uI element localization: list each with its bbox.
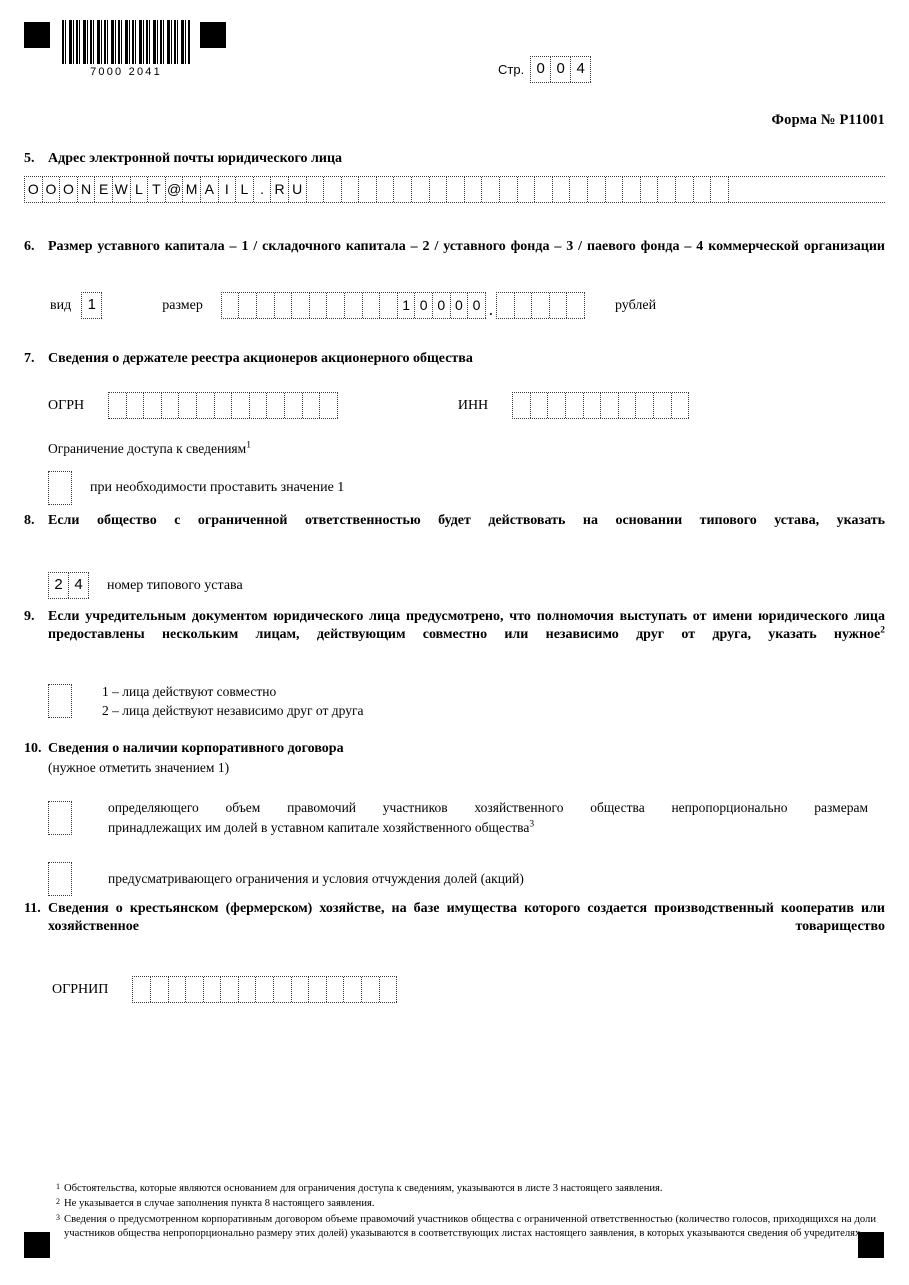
form-cell[interactable]: 0 (468, 293, 486, 318)
form-cell[interactable] (362, 977, 380, 1002)
form-cell[interactable]: L (131, 177, 149, 202)
form-cell[interactable] (274, 977, 292, 1002)
form-cell[interactable] (359, 177, 377, 202)
form-cell[interactable]: E (95, 177, 113, 202)
form-cell[interactable] (619, 393, 637, 418)
form-cell[interactable] (636, 393, 654, 418)
form-cell[interactable]: M (183, 177, 201, 202)
section-8-number: 8. (24, 513, 35, 528)
representation-option-1: 1 – лица действуют совместно (102, 684, 277, 699)
form-cell[interactable] (327, 977, 345, 1002)
form-cell[interactable]: R (271, 177, 289, 202)
access-restriction-row (48, 471, 885, 505)
form-cell[interactable] (694, 177, 712, 202)
barcode-number: 7000 2041 (90, 66, 162, 78)
form-cell[interactable]: T (148, 177, 166, 202)
corporate-agreement-item-a-line2: принадлежащих им долей в уставном капитале хозяйственного общества (108, 820, 530, 835)
form-cell[interactable] (257, 293, 275, 318)
currency-label: рублей (614, 297, 657, 313)
form-cell[interactable]: . (254, 177, 272, 202)
page-number-label: Стр. (498, 62, 525, 77)
section-10 (24, 740, 885, 896)
form-cell[interactable] (275, 293, 293, 318)
form-cell[interactable] (658, 177, 676, 202)
form-cell[interactable] (310, 293, 328, 318)
section-9-number: 9. (24, 609, 35, 624)
form-cell[interactable]: A (201, 177, 219, 202)
form-cell[interactable] (363, 293, 381, 318)
form-cell[interactable]: N (78, 177, 96, 202)
form-cell[interactable] (380, 293, 398, 318)
ogrn-field[interactable] (108, 392, 338, 419)
section-5-heading (24, 150, 885, 168)
form-cell[interactable] (447, 177, 465, 202)
section-11-number: 11. (24, 901, 41, 916)
footnote-2-text: Не указывается в случае заполнения пункта 8 настоящего заявления. (64, 1198, 375, 1210)
section-9 (24, 608, 885, 720)
form-cell[interactable] (532, 293, 550, 318)
access-restriction-text: Ограничение доступа к сведениям (48, 441, 247, 456)
corporate-agreement-item-a-text (108, 798, 868, 838)
form-cell[interactable] (588, 177, 606, 202)
form-cell[interactable] (394, 177, 412, 202)
form-cell[interactable] (711, 177, 729, 202)
access-restriction-hint: при необходимости проставить значение 1 (90, 480, 345, 495)
form-cell[interactable] (221, 977, 239, 1002)
form-cell[interactable]: 1 (398, 293, 416, 318)
representation-mode-option-list (102, 682, 363, 720)
form-cell[interactable] (342, 177, 360, 202)
footnote-2 (56, 1197, 876, 1211)
form-cell[interactable] (324, 177, 342, 202)
registration-mark-top-right (200, 22, 226, 48)
form-cell[interactable]: 4 (571, 57, 591, 82)
form-cell[interactable] (606, 177, 624, 202)
section-8-heading (24, 512, 885, 548)
section-5 (24, 150, 885, 203)
form-cell[interactable] (465, 177, 483, 202)
access-restriction-label (48, 441, 885, 457)
form-cell[interactable] (513, 393, 531, 418)
form-cell[interactable] (515, 293, 533, 318)
section-10-number: 10. (24, 741, 42, 756)
form-cell[interactable] (548, 393, 566, 418)
form-cell[interactable] (672, 393, 690, 418)
form-cell[interactable] (162, 393, 180, 418)
section-7-registry-fields (48, 392, 885, 419)
form-cell[interactable] (344, 977, 362, 1002)
form-cell[interactable] (380, 977, 398, 1002)
decimal-separator: . (488, 300, 494, 319)
form-cell[interactable] (345, 293, 363, 318)
access-restriction-checkbox[interactable] (48, 471, 72, 505)
representation-mode-checkbox[interactable] (48, 684, 72, 718)
form-cell[interactable] (654, 393, 672, 418)
corporate-agreement-alienation-checkbox[interactable] (48, 862, 72, 896)
form-cell[interactable] (285, 393, 303, 418)
corporate-agreement-item-a-line2-wrap (108, 818, 868, 838)
form-cell[interactable] (327, 293, 345, 318)
section-6-number: 6. (24, 239, 35, 254)
representation-option-2: 2 – лица действуют независимо друг от друга (102, 703, 364, 718)
corporate-agreement-item-a (48, 798, 885, 838)
form-cell[interactable] (109, 393, 127, 418)
form-cell[interactable] (601, 393, 619, 418)
section-9-title (48, 608, 885, 662)
form-cell[interactable]: O (43, 177, 61, 202)
form-cell[interactable] (567, 293, 585, 318)
section-8-fields (48, 572, 885, 599)
form-cell[interactable]: 0 (415, 293, 433, 318)
corporate-agreement-disproportionate-checkbox[interactable] (48, 801, 72, 835)
form-cell[interactable] (482, 177, 500, 202)
form-cell[interactable] (623, 177, 641, 202)
section-6-fields (50, 292, 885, 319)
form-cell[interactable] (377, 177, 395, 202)
typical-charter-label: номер типового устава (107, 577, 243, 593)
form-cell[interactable] (641, 177, 659, 202)
section-10-title: Сведения о наличии корпоративного договора (48, 741, 344, 756)
form-cell[interactable]: U (289, 177, 307, 202)
form-cell[interactable] (518, 177, 536, 202)
footnote-3-text: Сведения о предусмотренном корпоративным договором объеме правомочий участников общества с ограниченной ответственностью (количество голосов, приходящихся на доли участников общества непропорционально размеру этих долей) указываются в соответствующих листах настоящего заявления, в которых указываются сведения об учредителях. (64, 1213, 876, 1240)
form-cell[interactable] (127, 393, 145, 418)
form-cell[interactable] (292, 293, 310, 318)
access-restriction-footnote-marker: 1 (246, 440, 251, 451)
form-cell[interactable]: 0 (531, 57, 551, 82)
form-cell[interactable] (497, 293, 515, 318)
section-8-title: Если общество с ограниченной ответственностью будет действовать на основании типового устава, указать (48, 513, 885, 528)
section-11-fields (52, 976, 885, 1003)
form-cell[interactable]: 2 (49, 573, 69, 598)
form-cell[interactable] (430, 177, 448, 202)
registration-mark-bottom-left (24, 1232, 50, 1258)
section-6-title: Размер уставного капитала – 1 / складочного капитала – 2 / уставного фонда – 3 / паевого фонда – 4 коммерческой организации (48, 239, 885, 254)
form-cell[interactable]: 1 (82, 293, 102, 318)
form-cell[interactable] (303, 393, 321, 418)
form-cell[interactable]: I (219, 177, 237, 202)
capital-type-field[interactable] (81, 292, 102, 319)
corporate-agreement-item-b-text: предусматривающего ограничения и условия отчуждения долей (акций) (108, 871, 524, 886)
footnote-1-marker: 1 (56, 1182, 60, 1191)
section-10-subtitle: (нужное отметить значением 1) (48, 760, 230, 775)
footnote-2-marker: 2 (56, 1197, 60, 1207)
form-cell[interactable] (584, 393, 602, 418)
footnotes (56, 1182, 876, 1243)
form-cell[interactable] (239, 977, 257, 1002)
inn-label: ИНН (457, 397, 489, 413)
capital-amount-field[interactable] (221, 292, 486, 319)
form-cell[interactable]: O (60, 177, 78, 202)
section-11-heading (24, 900, 885, 954)
form-cell[interactable]: 4 (69, 573, 89, 598)
footnote-3-marker: 3 (56, 1212, 60, 1222)
capital-type-label: вид (50, 297, 72, 313)
form-cell[interactable] (239, 293, 257, 318)
form-cell[interactable] (267, 393, 285, 418)
section-7-title: Сведения о держателе реестра акционеров акционерного общества (48, 351, 473, 366)
form-cell[interactable] (550, 293, 568, 318)
section-7-heading (24, 350, 885, 368)
inn-field[interactable] (512, 392, 689, 419)
registration-mark-top-left (24, 22, 50, 48)
capital-kopecks-field[interactable] (496, 292, 585, 319)
footnote-1-text: Обстоятельства, которые являются основанием для ограничения доступа к сведениям, указываются в листе 3 настоящего заявления. (64, 1183, 663, 1194)
ogrn-label: ОГРН (48, 397, 85, 413)
form-cell[interactable] (570, 177, 588, 202)
section-9-heading (24, 608, 885, 662)
section-5-title: Адрес электронной почты юридического лица (48, 151, 343, 166)
form-cell[interactable]: O (25, 177, 43, 202)
form-cell[interactable]: @ (166, 177, 184, 202)
corporate-agreement-item-b (48, 862, 885, 896)
footnote-1 (56, 1182, 876, 1196)
form-cell[interactable] (320, 393, 338, 418)
typical-charter-number-field[interactable] (48, 572, 89, 599)
form-cell[interactable] (215, 393, 233, 418)
section-7 (24, 350, 885, 505)
form-cell[interactable] (169, 977, 187, 1002)
capital-amount-label: размер (162, 297, 203, 313)
form-cell[interactable]: 0 (433, 293, 451, 318)
form-cell[interactable] (566, 393, 584, 418)
form-cell[interactable]: W (113, 177, 131, 202)
form-cell[interactable] (412, 177, 430, 202)
form-cell[interactable] (307, 177, 325, 202)
section-9-footnote-marker: 2 (880, 625, 885, 636)
section-9-options (48, 682, 885, 720)
corporate-agreement-footnote-marker: 3 (529, 819, 535, 830)
form-cell[interactable] (309, 977, 327, 1002)
barcode (62, 20, 190, 78)
email-field[interactable] (24, 176, 885, 203)
section-10-heading (24, 740, 885, 758)
form-cell[interactable]: 0 (451, 293, 469, 318)
form-cell[interactable] (144, 393, 162, 418)
section-7-number: 7. (24, 351, 35, 366)
ogrnip-field[interactable] (132, 976, 397, 1003)
form-cell[interactable] (186, 977, 204, 1002)
form-cell[interactable] (179, 393, 197, 418)
form-cell[interactable] (133, 977, 151, 1002)
form-cell[interactable] (232, 393, 250, 418)
page-number-field[interactable] (530, 56, 591, 83)
corporate-agreement-item-a-line1: определяющего объем правомочий участников хозяйственного общества непропорционально размерам (108, 800, 868, 815)
form-cell[interactable] (535, 177, 553, 202)
section-11 (24, 900, 885, 1003)
section-8 (24, 512, 885, 599)
footnote-3 (56, 1213, 876, 1242)
form-cell[interactable] (151, 977, 169, 1002)
form-code: Форма № Р11001 (771, 112, 885, 128)
form-cell[interactable] (204, 977, 222, 1002)
form-cell[interactable] (553, 177, 571, 202)
section-6 (24, 238, 885, 319)
form-cell[interactable] (222, 293, 240, 318)
form-cell[interactable] (500, 177, 518, 202)
section-6-heading (24, 238, 885, 274)
ogrnip-label: ОГРНИП (52, 981, 109, 997)
section-11-title: Сведения о крестьянском (фермерском) хозяйстве, на базе имущества которого создается производственный кооператив или хозяйственное товарищество (48, 901, 885, 934)
section-9-title-text: Если учредительным документом юридического лица предусмотрено, что полномочия выступать от имени юридического лица предоставлены нескольким лицам, действующим совместно или независимо друг от друга, указать нужное (48, 609, 885, 642)
section-5-number: 5. (24, 151, 35, 166)
form-cell[interactable] (197, 393, 215, 418)
form-cell[interactable] (292, 977, 310, 1002)
form-cell[interactable]: L (236, 177, 254, 202)
form-cell[interactable]: 0 (551, 57, 571, 82)
barcode-bars (62, 20, 190, 64)
form-cell[interactable] (250, 393, 268, 418)
form-cell[interactable] (256, 977, 274, 1002)
form-cell[interactable] (676, 177, 694, 202)
form-cell[interactable] (531, 393, 549, 418)
page-number-group (498, 56, 591, 83)
